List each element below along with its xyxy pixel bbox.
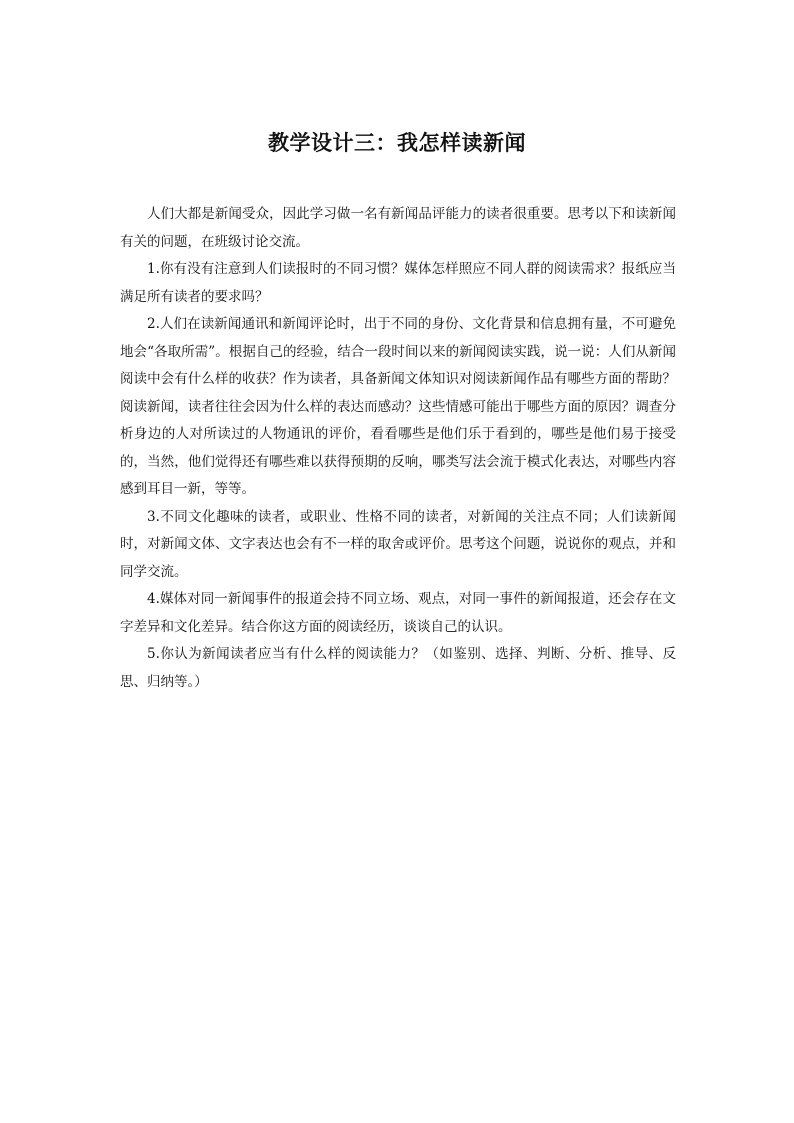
document-body <box>120 201 676 696</box>
intro-paragraph: 人们大都是新闻受众，因此学习做一名有新闻品评能力的读者很重要。思考以下和读新闻有关的问题，在班级讨论交流。 <box>120 206 676 250</box>
question-item-2: 2.人们在读新闻通讯和新闻评论时，出于不同的身份、文化背景和信息拥有量，不可避免地会“各取所需”。根据自己的经验，结合一段时间以来的新闻阅读实践，说一说：人们从新闻阅读中会有什么样的收获？作为读者，具备新闻文体知识对阅读新闻作品有哪些方面的帮助？阅读新闻，读者往往会因为什么样的表达而感动？这些情感可能出于哪些方面的原因？调查分析身边的人对所读过的人物通讯的评价，看看哪些是他们乐于看到的，哪些是他们易于接受的，当然，他们觉得还有哪些难以获得预期的反响，哪类写法会流于模式化表达，对哪些内容感到耳目一新，等等。 <box>120 316 676 497</box>
question-item-3: 3.不同文化趣味的读者，或职业、性格不同的读者，对新闻的关注点不同；人们读新闻时，对新闻文体、文字表达也会有不一样的取舍或评价。思考这个问题，说说你的观点，并和同学交流。 <box>120 508 676 580</box>
question-item-1: 1.你有没有注意到人们读报时的不同习惯？媒体怎样照应不同人群的阅读需求？报纸应当满足所有读者的要求吗？ <box>120 261 676 305</box>
question-item-4: 4.媒体对同一新闻事件的报道会持不同立场、观点，对同一事件的新闻报道，还会存在文字差异和文化差异。结合你这方面的阅读经历，谈谈自己的认识。 <box>120 591 676 635</box>
document-title: 教学设计三：我怎样读新闻 <box>268 130 526 155</box>
question-item-5: 5.你认为新闻读者应当有什么样的阅读能力？（如鉴别、选择、判断、分析、推导、反思、归纳等。） <box>120 646 676 690</box>
